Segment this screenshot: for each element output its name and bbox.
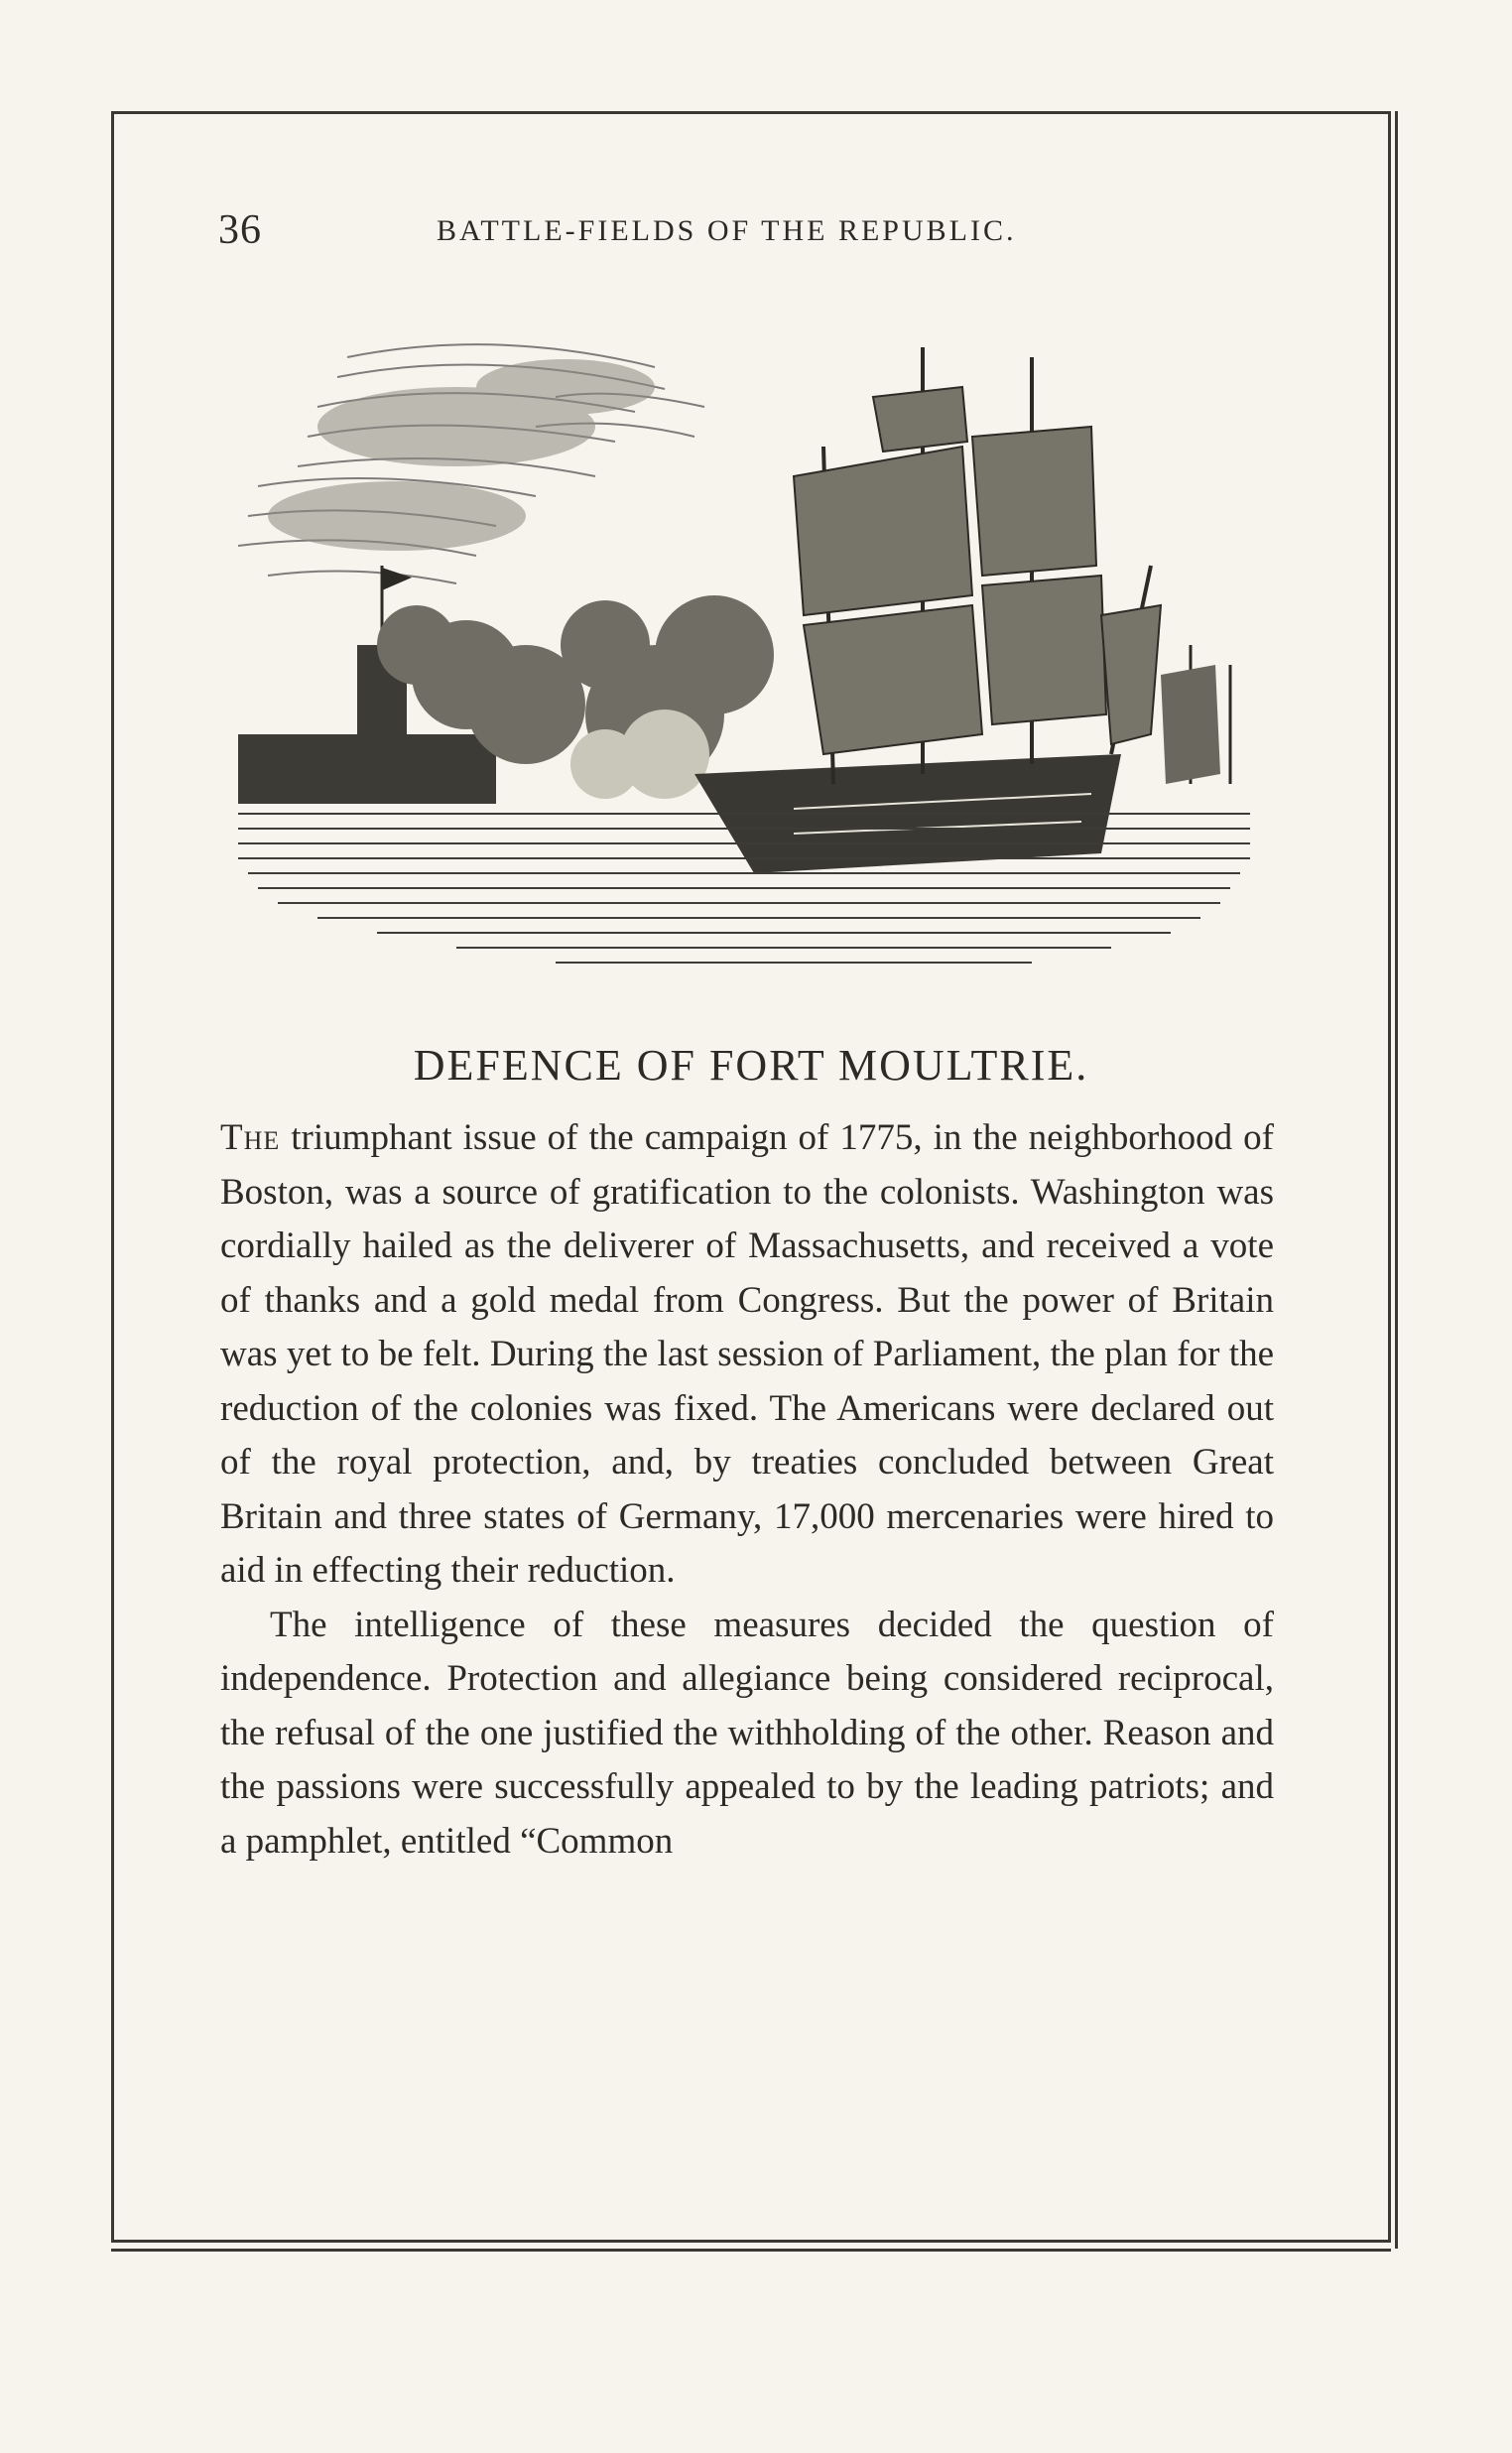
running-head	[218, 206, 1300, 256]
ship-battle-engraving	[238, 318, 1250, 992]
page-border-bottom-rule	[111, 2249, 1391, 2252]
running-title: BATTLE-FIELDS OF THE REPUBLIC.	[437, 214, 1017, 247]
page-number: 36	[218, 207, 262, 253]
paragraph-text: triumphant issue of the campaign of 1775, in the neighborhood of Boston, was a source of gratification to the colonists. Washington was cordially hailed as the deliverer of Massachusetts, and received a vote of thanks and a gold medal from Congress. But the power of Britain was yet to be felt. During the last session of Parliament, the plan for the reduction of the colonies was fixed. The Americans were declared out of the royal protection, and, by treaties concluded between Great Britain and three states of Germany, 17,000 mercenaries were hired to aid in effecting their reduction.	[220, 1117, 1274, 1591]
paragraph	[220, 1111, 1274, 1599]
lead-word: The	[220, 1117, 281, 1158]
body-text	[220, 1111, 1274, 1869]
page-border-right-rule	[1395, 111, 1398, 2249]
engraving-ships-bombarding-fort-icon	[238, 318, 1250, 992]
paragraph: The intelligence of these measures decided the question of independence. Protection and allegiance being considered reciprocal, the refusal of the one justified the withholding of the other. Reason and the passions were successfully appealed to by the leading patriots; and a pamphlet, entitled “Common	[220, 1604, 1274, 1862]
chapter-title: DEFENCE OF FORT MOULTRIE.	[413, 1041, 1089, 1090]
